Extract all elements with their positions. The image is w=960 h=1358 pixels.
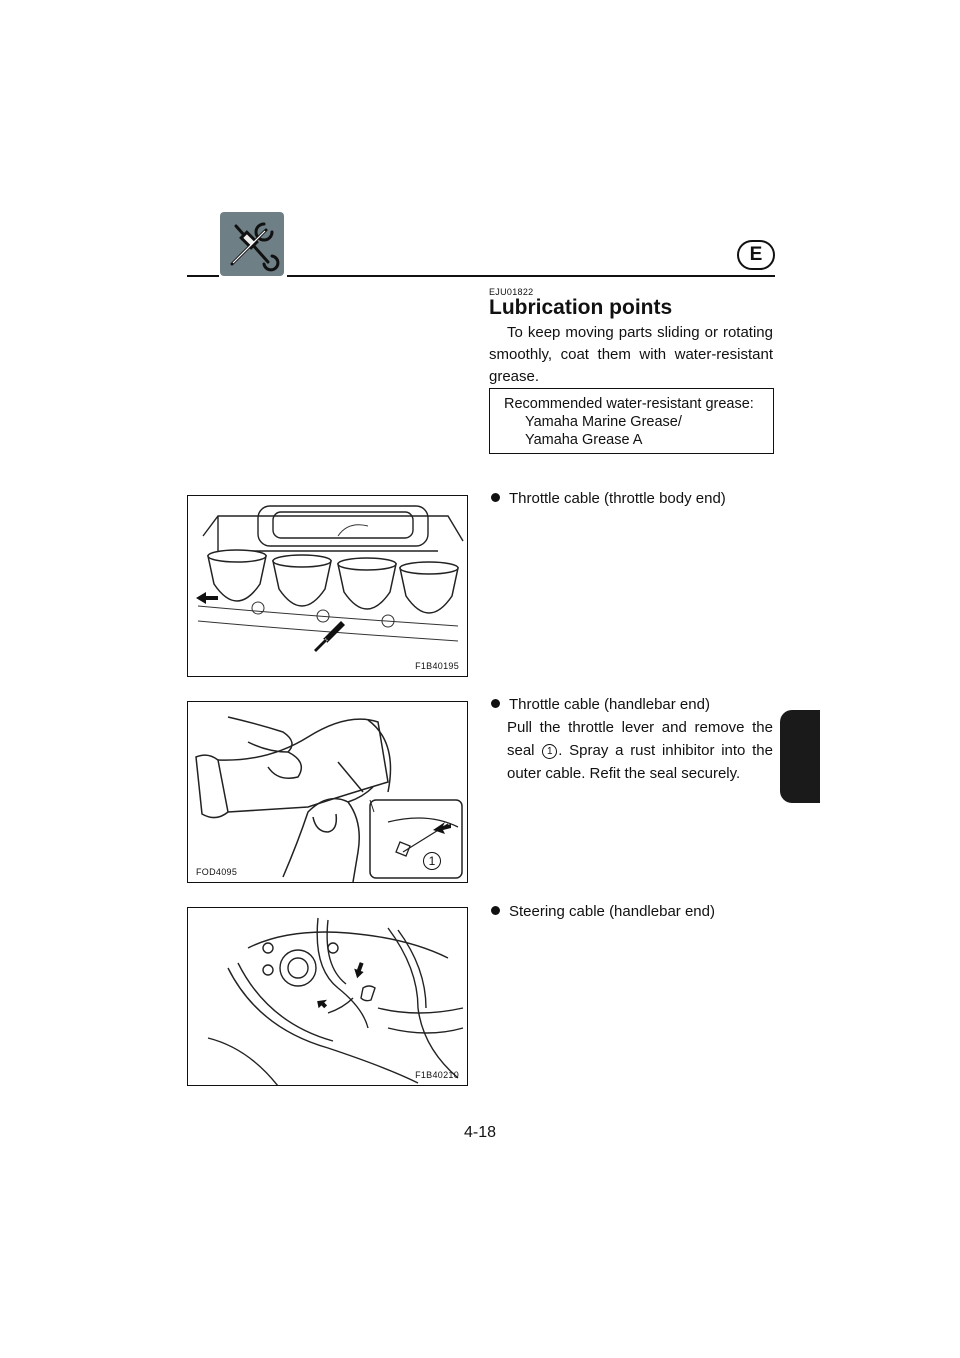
intro-paragraph: To keep moving parts sliding or rotating smoothly, coat them with water-resistant grease. bbox=[489, 324, 773, 385]
figure-code: F1B40210 bbox=[415, 1070, 459, 1080]
chapter-tab bbox=[780, 710, 820, 803]
spec-label: Recommended water-resistant grease: bbox=[504, 396, 754, 412]
list-item bbox=[491, 694, 710, 716]
bullet-text: Throttle cable (handlebar end) bbox=[509, 696, 710, 713]
bullet-text: Throttle cable (throttle body end) bbox=[509, 490, 726, 507]
callout-ref: 1 bbox=[542, 744, 557, 759]
spec-box bbox=[489, 388, 774, 454]
step-text: Pull the throttle lever and remove the seal bbox=[507, 719, 773, 759]
spec-value: Yamaha Marine Grease/ bbox=[525, 414, 682, 430]
figure-code: FOD4095 bbox=[196, 867, 238, 877]
throttle-body-figure bbox=[187, 495, 468, 677]
page-number: 4-18 bbox=[463, 1124, 497, 1141]
bullet-icon bbox=[491, 906, 500, 915]
language-badge: E bbox=[737, 240, 775, 270]
list-item bbox=[491, 488, 726, 510]
wrench-grease-gun-icon bbox=[220, 212, 284, 276]
steering-cable-figure bbox=[187, 907, 468, 1086]
callout-1: 1 bbox=[423, 852, 441, 870]
bullet-icon bbox=[491, 493, 500, 502]
bullet-text: Steering cable (handlebar end) bbox=[509, 903, 715, 920]
list-item bbox=[491, 901, 715, 923]
throttle-body-illustration bbox=[188, 496, 468, 677]
header-rule bbox=[287, 275, 775, 277]
steering-cable-illustration bbox=[188, 908, 468, 1086]
figure-code: F1B40195 bbox=[415, 661, 459, 671]
spec-value: Yamaha Grease A bbox=[525, 432, 643, 448]
step-text: . Spray a rust inhibitor into the outer cable. Refit the seal securely. bbox=[507, 742, 773, 782]
bullet-icon bbox=[491, 699, 500, 708]
header-rule bbox=[187, 275, 219, 277]
section-title: Lubrication points bbox=[489, 296, 673, 319]
step-paragraph bbox=[507, 716, 773, 785]
handlebar-figure bbox=[187, 701, 468, 883]
doc-code: EJU01822 bbox=[489, 287, 534, 297]
